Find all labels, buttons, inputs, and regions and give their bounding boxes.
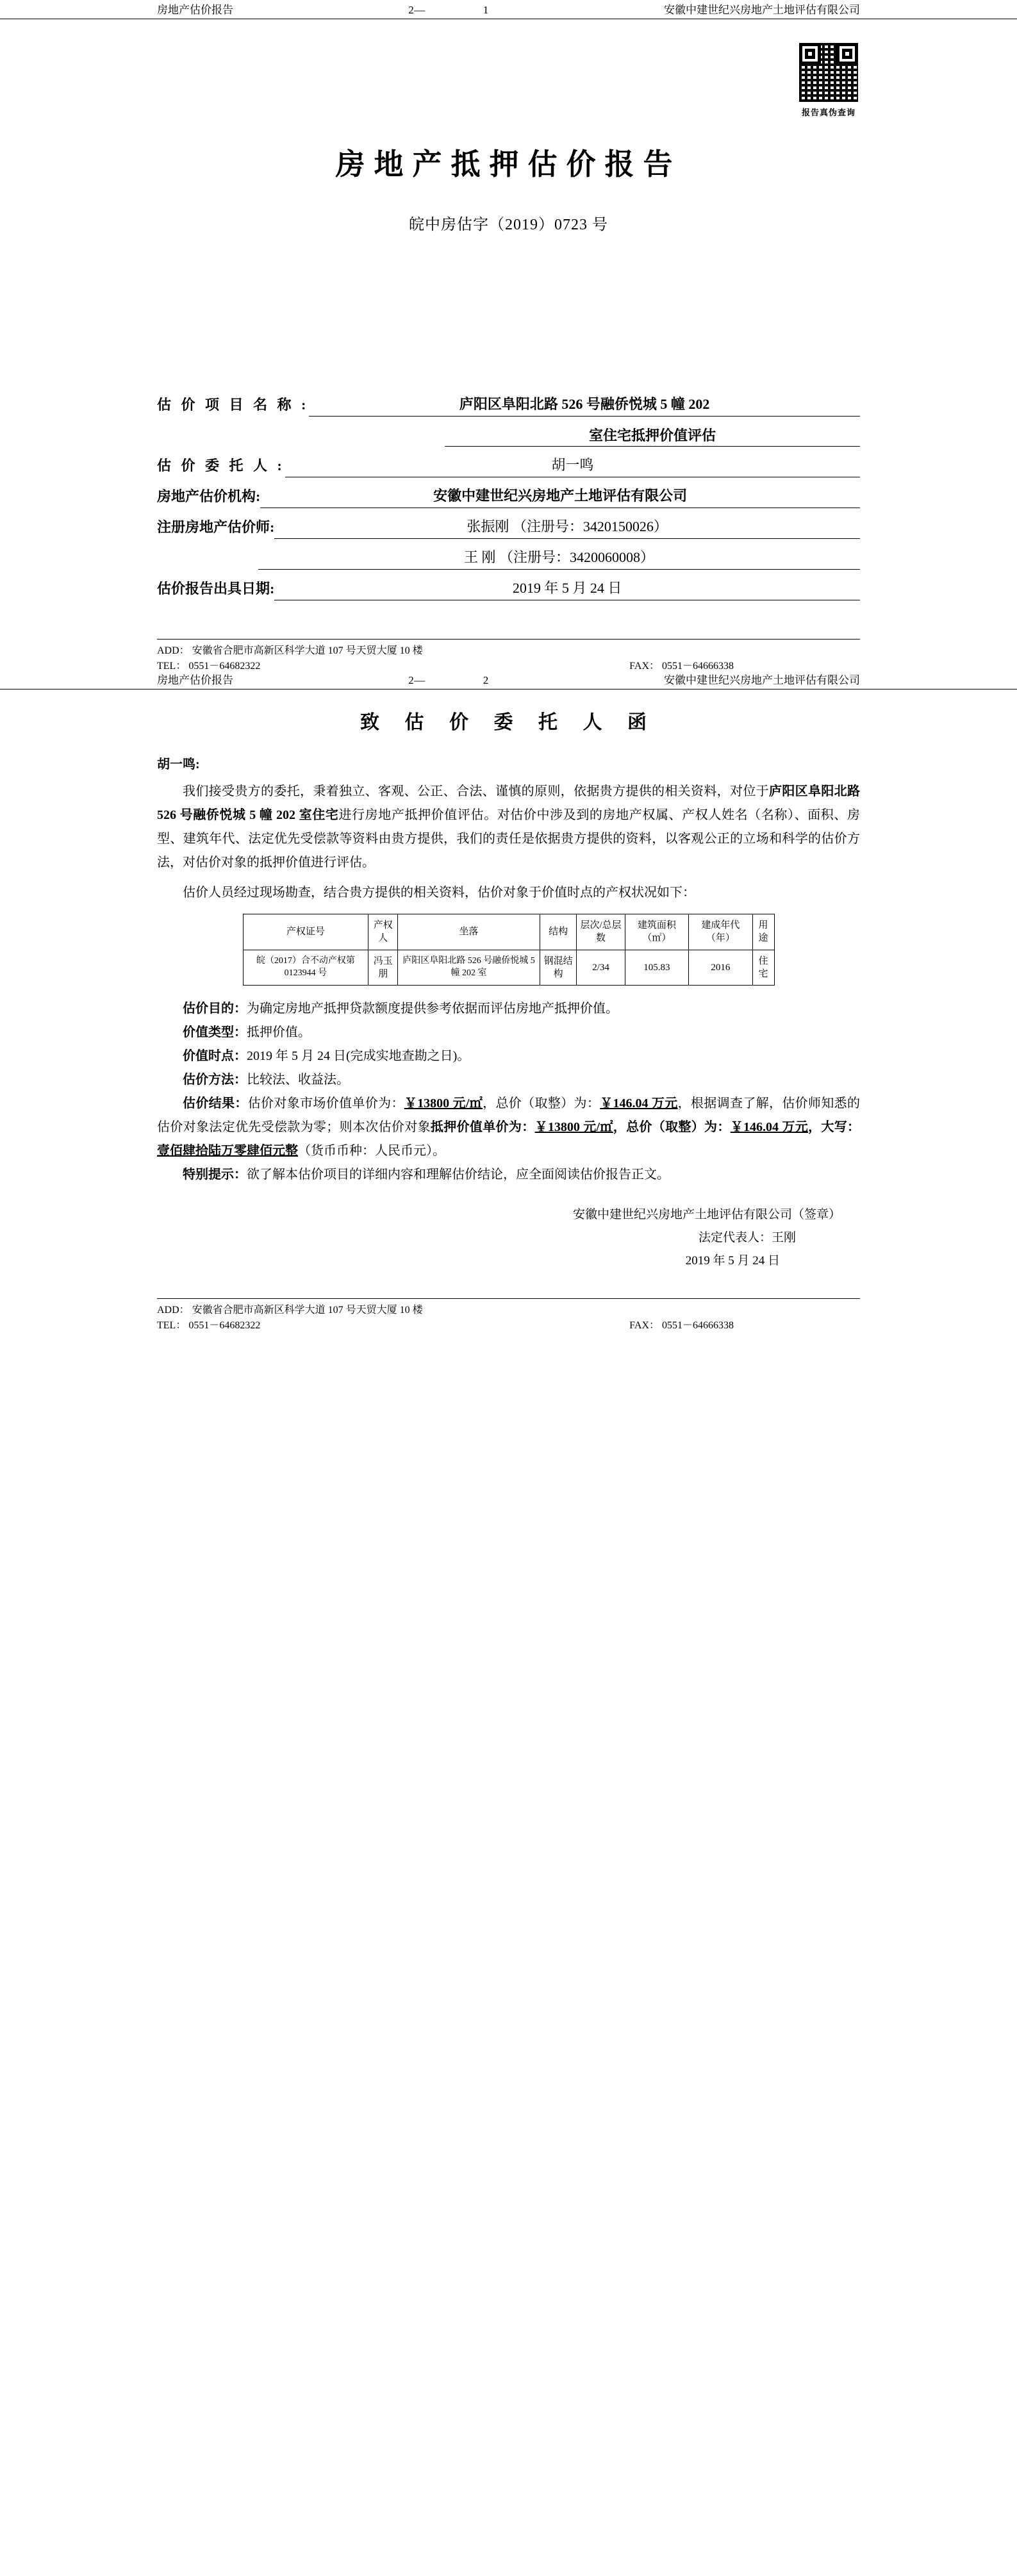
item-value-date-label: 价值时点： bbox=[183, 1049, 247, 1064]
cover-spacer bbox=[157, 234, 860, 394]
item-method-label: 估价方法： bbox=[183, 1073, 247, 1087]
signature-date: 2019 年 5 月 24 日 bbox=[685, 1254, 780, 1268]
table-cell-year: 2016 bbox=[689, 950, 752, 986]
item-method bbox=[157, 1068, 860, 1092]
running-header-second bbox=[0, 674, 1017, 689]
item-result-unit-price: ￥13800 元/㎡ bbox=[404, 1096, 483, 1111]
letter-paragraph-1-property: 庐阳区阜阳北路 526 号融侨悦城 5 幢 202 室住宅 bbox=[157, 784, 861, 823]
field-appraiser-2 bbox=[157, 547, 860, 570]
field-appraiser-value-2: 王 刚 （注册号：3420060008） bbox=[258, 547, 860, 570]
item-result-text-7: （货币币种：人民币元）。 bbox=[298, 1144, 445, 1159]
item-result-total-price-2: ￥146.04 万元 bbox=[730, 1120, 809, 1135]
field-appraiser-label-2 bbox=[157, 568, 258, 570]
running-header-second-right: 安徽中建世纪兴房地产土地评估有限公司 bbox=[664, 673, 860, 686]
field-appraiser-label: 注册房地产估价师: bbox=[157, 519, 275, 536]
item-result-text-1: 估价对象市场价值单价为： bbox=[247, 1096, 404, 1111]
field-appraiser-value-1: 张振刚 （注册号：3420150026） bbox=[274, 516, 860, 539]
table-row bbox=[243, 950, 774, 986]
signature-legal-rep: 法定代表人：王刚 bbox=[698, 1231, 796, 1245]
field-appraiser-1 bbox=[157, 516, 860, 539]
running-header-page-number: 1 bbox=[483, 4, 489, 16]
letter-footer-fax: FAX： 0551－64666338 bbox=[629, 1320, 734, 1332]
field-issue-date-value: 2019 年 5 月 24 日 bbox=[274, 578, 860, 600]
item-method-text: 比较法、收益法。 bbox=[247, 1073, 349, 1087]
letter-footer-address: ADD： 安徽省合肥市高新区科学大道 107 号天贸大厦 10 楼 bbox=[157, 1305, 423, 1316]
field-project-name bbox=[157, 394, 860, 417]
cover-footer-tel: TEL： 0551－64682322 bbox=[157, 660, 261, 672]
page-title: 房地产抵押估价报告 bbox=[335, 148, 682, 181]
cover-footer-fax: FAX： 0551－64666338 bbox=[629, 660, 734, 672]
table-header-usage: 用途 bbox=[752, 914, 774, 950]
table-header-floor: 层次/总层数 bbox=[577, 914, 625, 950]
item-note-text: 欲了解本估价项目的详细内容和理解估价结论，应全面阅读估价报告正文。 bbox=[247, 1168, 670, 1182]
cover-section bbox=[0, 41, 1017, 673]
signature-block bbox=[157, 1203, 860, 1273]
item-result-text-4: 抵押价值单价为： bbox=[430, 1120, 535, 1135]
field-project-name-label: 估 价 项 目 名 称 : bbox=[157, 397, 310, 413]
item-note-label: 特别提示： bbox=[183, 1168, 247, 1182]
cover-footer-address: ADD： 安徽省合肥市高新区科学大道 107 号天贸大厦 10 楼 bbox=[157, 645, 423, 656]
letter-footer bbox=[157, 1298, 860, 1333]
table-cell-usage: 住宅 bbox=[752, 950, 774, 986]
field-issue-date-label: 估价报告出具日期: bbox=[157, 580, 275, 597]
letter-footer-tel: TEL： 0551－64682322 bbox=[157, 1320, 261, 1332]
item-result-unit-price-2: ￥13800 元/㎡ bbox=[534, 1120, 613, 1135]
table-cell-area: 105.83 bbox=[625, 950, 688, 986]
field-issue-date bbox=[157, 578, 860, 600]
table-cell-location: 庐阳区阜阳北路 526 号融侨悦城 5 幢 202 室 bbox=[398, 950, 540, 986]
item-result-text-3: ，根据调查了解，估价师知悉的估价对象法定优先受偿款为零；则本次估价对象 bbox=[157, 1096, 861, 1135]
table-cell-structure: 钢混结构 bbox=[540, 950, 577, 986]
document-code: 皖中房估字（2019）0723 号 bbox=[409, 217, 608, 234]
item-note bbox=[157, 1163, 860, 1187]
table-header-row bbox=[243, 914, 774, 950]
running-header-right: 安徽中建世纪兴房地产土地评估有限公司 bbox=[664, 4, 860, 16]
letter-salutation: 胡一鸣: bbox=[157, 757, 200, 772]
field-client-value: 胡一鸣 bbox=[285, 455, 860, 477]
field-agency bbox=[157, 486, 860, 508]
table-header-location: 坐落 bbox=[398, 914, 540, 950]
item-value-type-text: 抵押价值。 bbox=[247, 1025, 311, 1040]
cover-footer bbox=[157, 639, 860, 674]
letter-paragraph-2: 估价人员经过现场勘查，结合贵方提供的相关资料，估价对象于价值时点的产权状况如下： bbox=[183, 886, 695, 900]
running-header-top bbox=[0, 0, 1017, 19]
qr-caption: 报告真伪查询 bbox=[801, 108, 856, 118]
item-result bbox=[157, 1092, 860, 1163]
table-header-year: 建成年代（年） bbox=[689, 914, 752, 950]
item-value-date-text: 2019 年 5 月 24 日(完成实地查勘之日)。 bbox=[247, 1049, 470, 1064]
item-purpose bbox=[157, 997, 860, 1021]
table-header-owner: 产权人 bbox=[368, 914, 398, 950]
running-header-second-page-prefix: 2— bbox=[408, 673, 426, 686]
letter-section bbox=[0, 706, 1017, 1333]
table-cell-owner: 冯玉朋 bbox=[368, 950, 398, 986]
qr-block bbox=[157, 41, 860, 118]
running-header-page bbox=[233, 4, 664, 17]
running-header-second-page-number: 2 bbox=[483, 673, 489, 686]
field-project-name-value-2: 室住宅抵押价值评估 bbox=[445, 425, 860, 447]
item-result-text-6: ，大写： bbox=[808, 1120, 861, 1135]
item-purpose-label: 估价目的： bbox=[183, 1002, 247, 1016]
item-purpose-text: 为确定房地产抵押贷款额度提供参考依据而评估房地产抵押价值。 bbox=[247, 1002, 618, 1016]
table-cell-floor: 2/34 bbox=[577, 950, 625, 986]
item-value-date bbox=[157, 1044, 860, 1068]
qr-code-icon bbox=[797, 41, 860, 104]
field-project-name-value: 庐阳区阜阳北路 526 号融侨悦城 5 幢 202 bbox=[309, 394, 860, 417]
item-value-type-label: 价值类型： bbox=[183, 1025, 247, 1040]
running-header-second-left: 房地产估价报告 bbox=[157, 673, 233, 686]
signature-company: 安徽中建世纪兴房地产土地评估有限公司（签章） bbox=[572, 1208, 841, 1222]
item-result-text-2: ，总价（取整）为： bbox=[483, 1096, 600, 1111]
field-project-name-line2 bbox=[157, 425, 860, 447]
letter-title: 致 估 价 委 托 人 函 bbox=[360, 712, 657, 734]
letter-paragraph-1-post: 进行房地产抵押价值评估。对估价中涉及到的房地产权属、产权人姓名（名称）、面积、房型、建筑年代、法定优先受偿款等资料由贵方提供，我们的责任是依据贵方提供的资料，以客观公正的立场和科学的估价方法，对估价对象的抵押价值进行评估。 bbox=[157, 808, 860, 870]
running-header-second-page bbox=[233, 674, 664, 687]
table-header-cert-no: 产权证号 bbox=[243, 914, 368, 950]
table-header-area: 建筑面积（㎡） bbox=[625, 914, 688, 950]
cover-fields bbox=[157, 394, 860, 600]
field-client-label: 估 价 委 托 人 : bbox=[157, 458, 285, 474]
running-header-page-prefix: 2— bbox=[408, 4, 426, 16]
table-cell-cert-no: 皖（2017）合不动产权第 0123944 号 bbox=[243, 950, 368, 986]
property-table bbox=[243, 914, 775, 986]
item-result-total-price: ￥146.04 万元 bbox=[600, 1096, 678, 1111]
letter-paragraph-1-pre: 我们接受贵方的委托，秉着独立、客观、公正、合法、谨慎的原则，依据贵方提供的相关资料，对位于 bbox=[183, 784, 769, 799]
item-value-type bbox=[157, 1021, 860, 1044]
letter-paragraph-1 bbox=[157, 780, 860, 875]
item-result-capital-amount: 壹佰肆拾陆万零肆佰元整 bbox=[157, 1144, 298, 1159]
field-client bbox=[157, 455, 860, 477]
field-agency-value: 安徽中建世纪兴房地产土地评估有限公司 bbox=[260, 486, 860, 508]
item-result-label: 估价结果： bbox=[183, 1096, 248, 1111]
field-agency-label: 房地产估价机构: bbox=[157, 488, 261, 505]
running-header-left: 房地产估价报告 bbox=[157, 4, 233, 16]
item-result-text-5: ，总价（取整）为： bbox=[613, 1120, 731, 1135]
table-header-structure: 结构 bbox=[540, 914, 577, 950]
